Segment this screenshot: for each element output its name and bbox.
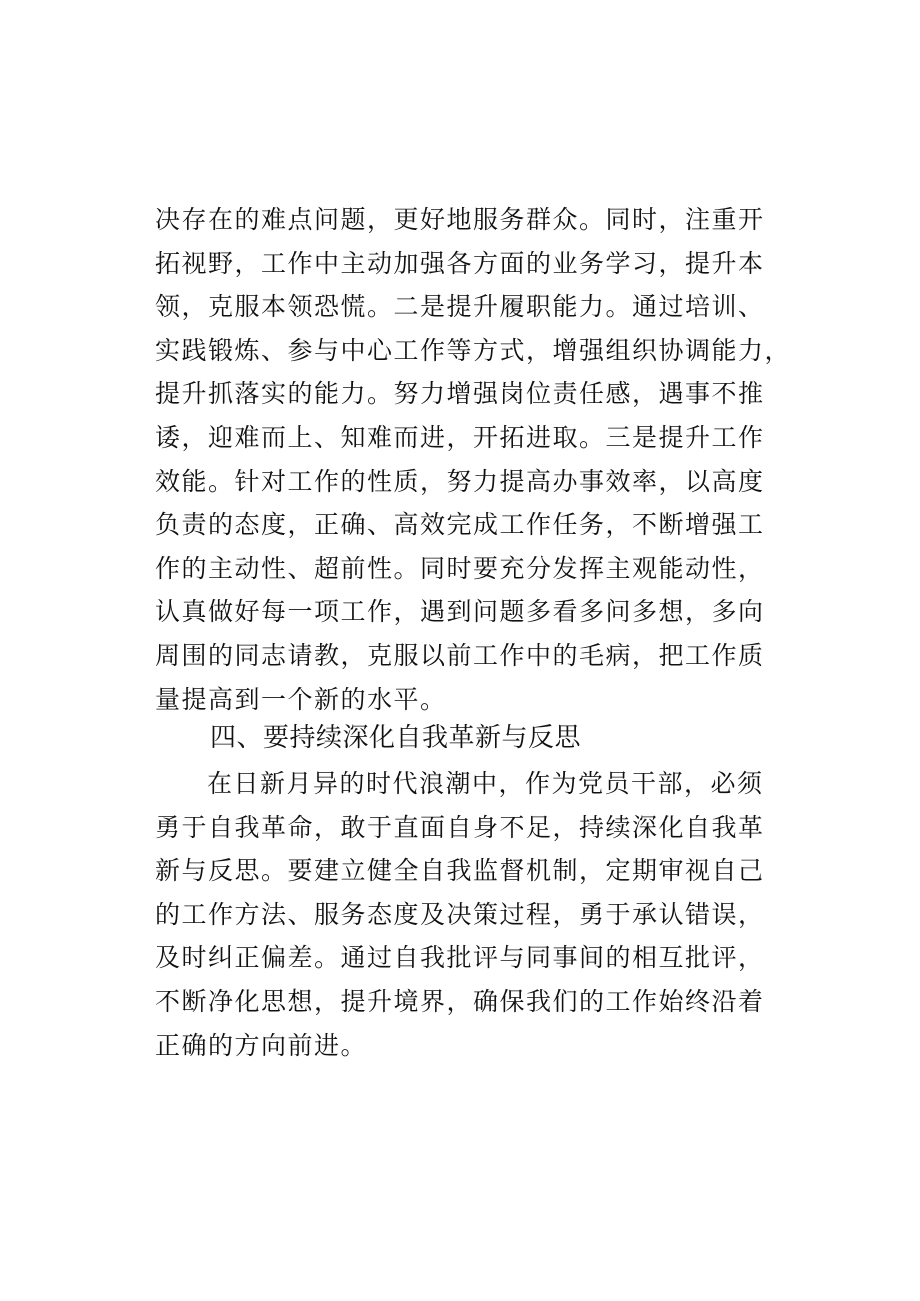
text-line: 正确的方向前进。 <box>155 1030 368 1060</box>
text-line: 量提高到一个新的水平。 <box>155 684 447 714</box>
text-line: 负责的态度，正确、高效完成工作任务，不断增强工 <box>155 510 765 540</box>
text-line: 周围的同志请教，克服以前工作中的毛病，把工作质 <box>155 640 765 670</box>
text-line: 及时纠正偏差。通过自我批评与同事间的相互批评， <box>155 943 765 973</box>
text-line: 作的主动性、超前性。同时要充分发挥主观能动性， <box>155 553 765 583</box>
text-line: 提升抓落实的能力。努力增强岗位责任感，遇事不推 <box>155 379 765 409</box>
paragraph-section-four <box>155 762 785 1067</box>
text-line: 实践锻炼、参与中心工作等方式，增强组织协调能力， <box>155 335 792 365</box>
text-line: 不断净化思想，提升境界，确保我们的工作始终沿着 <box>155 986 765 1016</box>
text-line: 的工作方法、服务态度及决策过程，勇于承认错误， <box>155 899 765 929</box>
section-heading-container <box>155 717 785 761</box>
text-line: 认真做好每一项工作，遇到问题多看多问多想，多向 <box>155 597 765 627</box>
text-line: 领，克服本领恐慌。二是提升履职能力。通过培训、 <box>155 292 765 322</box>
text-line: 勇于自我革命，敢于直面自身不足，持续深化自我革 <box>155 812 765 842</box>
text-line: 拓视野，工作中主动加强各方面的业务学习，提升本 <box>155 248 765 278</box>
text-line: 新与反思。要建立健全自我监督机制，定期审视自己 <box>155 856 765 886</box>
text-line: 效能。针对工作的性质，努力提高办事效率，以高度 <box>155 466 765 496</box>
paragraph-continued <box>155 198 792 721</box>
section-heading: 四、要持续深化自我革新与反思 <box>210 723 582 753</box>
text-line: 在日新月异的时代浪潮中，作为党员干部，必须 <box>207 769 764 798</box>
text-line: 决存在的难点问题，更好地服务群众。同时，注重开 <box>155 205 765 234</box>
text-line: 诿，迎难而上、知难而进，开拓进取。三是提升工作 <box>155 422 765 452</box>
